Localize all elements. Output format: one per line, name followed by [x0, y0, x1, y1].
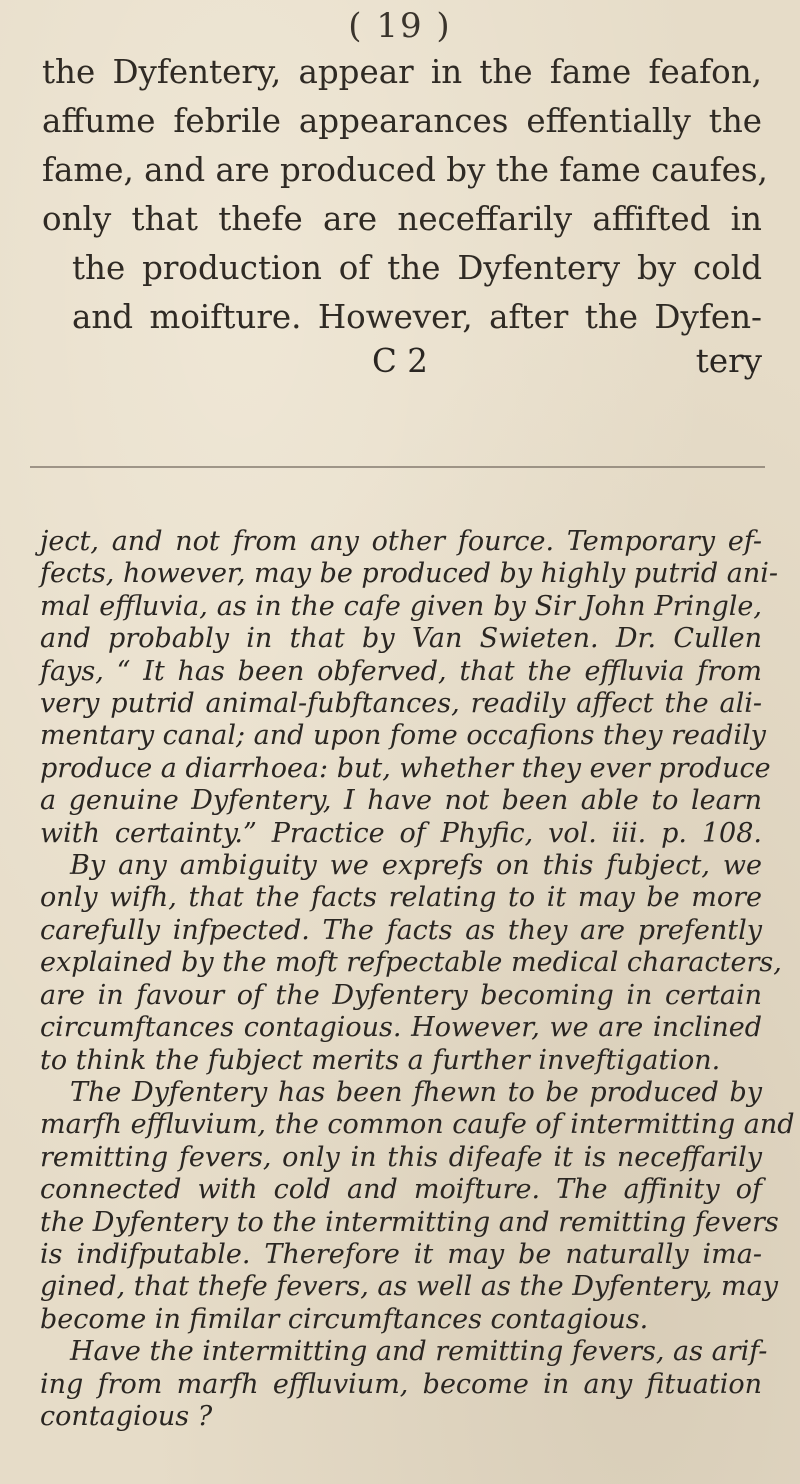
- text-line: ject, and not from any other fource. Temporary ef-: [40, 526, 762, 557]
- text-line: ing from marfh effluvium, become in any fituation: [40, 1368, 762, 1400]
- text-line: carefully infpected. The facts as they are prefently: [40, 914, 762, 946]
- text-line: only that thefe are neceffarily affifted in: [42, 200, 762, 238]
- text-line: fects, however, may be produced by highly putrid ani-: [40, 558, 778, 590]
- body-text: [40, 526, 795, 1433]
- text-line: remitting fevers, only in this difeafe it is neceffarily: [40, 1141, 762, 1173]
- signature-catchword-line: [42, 342, 762, 392]
- text-line: marfh effluvium, the common caufe of intermitting and: [40, 1109, 795, 1141]
- text-line: only wifh, that the facts relating to it may be more: [40, 882, 762, 914]
- page-fold-divider: [30, 466, 765, 468]
- text-line: The Dyfentery has been fhewn to be produced by: [70, 1076, 762, 1108]
- text-line: are in favour of the Dyfentery becoming in certain: [40, 979, 762, 1011]
- text-line: with certainty.” Practice of Phyfic, vol. iii. p. 108.: [40, 817, 762, 849]
- text-line: produce a diarrhoea: but, whether they ever produce: [40, 752, 771, 784]
- text-line: Have the intermitting and remitting fevers, as arif-: [70, 1336, 768, 1368]
- page-number: ( 19 ): [348, 6, 452, 46]
- text-line: to think the fubject merits a further inveftigation.: [40, 1044, 721, 1076]
- text-line: mal effluvia, as in the cafe given by Sir John Pringle,: [40, 590, 762, 622]
- text-line: circumftances contagious. However, we are inclined: [40, 1012, 762, 1044]
- previous-page-text: [42, 48, 768, 342]
- text-line: affume febrile appearances effentially the: [42, 102, 762, 140]
- text-line: is indifputable. Therefore it may be naturally ima-: [40, 1238, 762, 1270]
- text-line: connected with cold and moifture. The affinity of: [40, 1174, 762, 1206]
- text-line: very putrid animal-fubftances, readily affect the ali-: [40, 688, 762, 720]
- text-line: mentary canal; and upon fome occafions they readily: [40, 720, 766, 752]
- text-line: the production of the Dyfentery by cold: [72, 249, 762, 287]
- text-line: gined, that thefe fevers, as well as the Dyfentery, may: [40, 1271, 779, 1303]
- text-line: become in fimilar circumftances contagious.: [40, 1303, 649, 1335]
- text-line: fays, “ It has been obferved, that the effluvia from: [40, 655, 762, 687]
- catchword: tery: [695, 342, 762, 380]
- text-line: the Dyfentery to the intermitting and remitting fevers: [40, 1206, 779, 1238]
- signature-mark: C 2: [372, 342, 428, 380]
- text-line: and probably in that by Van Swieten. Dr. Cullen: [40, 623, 762, 655]
- text-line: and moifture. However, after the Dyfen-: [72, 298, 762, 336]
- text-line: By any ambiguity we exprefs on this fubject, we: [70, 850, 762, 882]
- text-line: explained by the moft refpectable medical characters,: [40, 947, 782, 979]
- text-line: a genuine Dyfentery, I have not been able to learn: [40, 785, 762, 817]
- text-line: the Dyfentery, appear in the fame feafon,: [42, 53, 762, 91]
- text-line: contagious ?: [40, 1400, 213, 1432]
- text-line: fame, and are produced by the fame caufes,: [42, 151, 768, 189]
